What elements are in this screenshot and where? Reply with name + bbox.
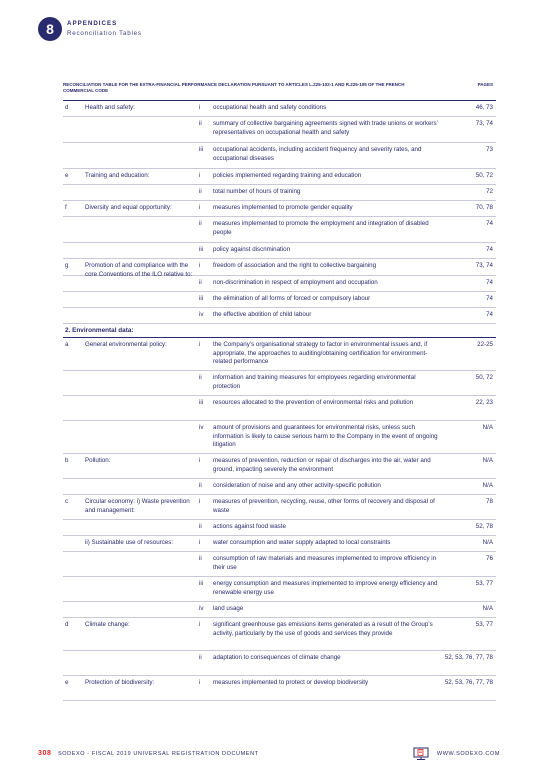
row-description: measures of prevention, recycling, reuse, other forms of recovery and disposal of waste xyxy=(213,498,435,514)
row-numeral: iii xyxy=(199,295,204,302)
row-pages: 74 xyxy=(486,220,493,227)
row-numeral: i xyxy=(199,498,201,505)
row-numeral: ii xyxy=(199,220,202,227)
row-description: non-discrimination in respect of employment and occupation xyxy=(213,279,378,286)
row-numeral: i xyxy=(199,262,201,269)
table-header xyxy=(63,82,496,101)
row-pages: N/A xyxy=(482,605,493,612)
row-pages: 74 xyxy=(486,246,493,253)
row-description: the Company’s organisational strategy to factor in environmental issues and, if appropriate, the approaches to auditing/obtaining certification for environment-related performance xyxy=(213,341,428,365)
reconciliation-table xyxy=(63,82,496,701)
row-pages: 74 xyxy=(486,279,493,286)
chapter-badge: 8 xyxy=(38,17,62,41)
table-row xyxy=(63,618,496,651)
row-description: amount of provisions and guarantees for environmental risks, unless such information is likely to cause serious harm to the Company in the event of ongoing litigation xyxy=(213,424,438,448)
row-topic: Training and education: xyxy=(85,172,150,179)
page-footer xyxy=(38,750,500,762)
row-description: the effective abolition of child labour xyxy=(213,311,312,318)
row-pages: 50, 72 xyxy=(475,172,493,179)
row-numeral: i xyxy=(199,104,201,111)
row-description: measures implemented to promote the employment and integration of disabled people xyxy=(213,220,429,236)
table-row xyxy=(63,292,496,308)
document-title: SODEXO - FISCAL 2019 UNIVERSAL REGISTRATION DOCUMENT xyxy=(58,751,259,757)
row-topic: Climate change: xyxy=(85,621,130,628)
row-numeral: i xyxy=(199,341,201,348)
row-letter: e xyxy=(65,172,69,179)
row-pages: 46, 73 xyxy=(475,104,493,111)
row-numeral: iii xyxy=(199,246,204,253)
row-description: measures of prevention, reduction or repair of discharges into the air, water and ground, impacting severely the environment xyxy=(213,457,431,473)
page-number: 308 xyxy=(38,750,52,757)
row-numeral: ii xyxy=(199,654,202,661)
row-pages: N/A xyxy=(482,424,493,431)
row-description: freedom of association and the right to collective bargaining xyxy=(213,262,377,269)
row-description: significant greenhouse gas emissions items generated as a result of the Group’s activity, particularly by the use of goods and services they provide xyxy=(213,621,433,637)
table-row xyxy=(63,185,496,201)
row-pages: 73, 74 xyxy=(475,120,493,127)
row-letter: e xyxy=(65,679,69,686)
table-row xyxy=(63,396,496,421)
row-pages: N/A xyxy=(482,482,493,489)
row-topic: ii) Sustainable use of resources: xyxy=(85,539,174,546)
row-description: energy consumption and measures implemented to improve energy efficiency and renewable energy use xyxy=(213,580,438,596)
row-numeral: i xyxy=(199,539,201,546)
row-letter: b xyxy=(65,457,69,464)
row-numeral: ii xyxy=(199,279,202,286)
environmental-data-rows xyxy=(63,338,496,701)
row-pages: 70, 78 xyxy=(475,204,493,211)
row-description: consumption of raw materials and measures implemented to improve efficiency in their use xyxy=(213,555,437,571)
pages-column-header: PAGES xyxy=(477,82,493,87)
table-row xyxy=(63,101,496,117)
table-row xyxy=(63,371,496,396)
row-description: actions against food waste xyxy=(213,523,286,530)
row-pages: 53, 77 xyxy=(475,580,493,587)
table-row xyxy=(63,201,496,217)
row-numeral: ii xyxy=(199,120,202,127)
row-pages: 73 xyxy=(486,146,493,153)
row-numeral: i xyxy=(199,621,201,628)
row-pages: 50, 72 xyxy=(475,374,493,381)
row-numeral: i xyxy=(199,172,201,179)
row-numeral: iii xyxy=(199,146,204,153)
section-heading xyxy=(63,324,496,338)
table-row xyxy=(63,421,496,454)
row-topic: Diversity and equal opportunity: xyxy=(85,204,172,211)
row-numeral: iii xyxy=(199,580,204,587)
row-letter: f xyxy=(65,204,67,211)
table-row xyxy=(63,479,496,495)
row-pages: 52, 53, 76, 77, 78 xyxy=(444,654,493,661)
row-numeral: ii xyxy=(199,555,202,562)
row-pages: 52, 78 xyxy=(475,523,493,530)
row-pages: N/A xyxy=(482,539,493,546)
table-row xyxy=(63,259,496,276)
row-topic: General environmental policy: xyxy=(85,341,167,348)
row-description: measures implemented to promote gender equality xyxy=(213,204,353,211)
row-topic: Pollution: xyxy=(85,457,111,464)
row-description: water consumption and water supply adapted to local constraints xyxy=(213,539,391,546)
row-description: measures implemented to protect or develop biodiversity xyxy=(213,679,369,686)
row-numeral: iv xyxy=(199,311,204,318)
row-letter: c xyxy=(65,498,69,505)
row-letter: a xyxy=(65,341,69,348)
row-numeral: iv xyxy=(199,424,204,431)
row-numeral: ii xyxy=(199,188,202,195)
row-numeral: ii xyxy=(199,482,202,489)
row-pages: 22-25 xyxy=(477,341,493,348)
row-letter: d xyxy=(65,104,69,111)
row-topic: Circular economy: i) Waste prevention and management: xyxy=(85,498,190,514)
table-title: RECONCILIATION TABLE FOR THE EXTRA-FINANCIAL PERFORMANCE DECLARATION PURSUANT TO ARTICLES L.225-102-1 AND R.225-105 OF THE FRENCH COMMERCIAL CODE xyxy=(63,82,405,93)
row-pages: N/A xyxy=(482,457,493,464)
row-numeral: ii xyxy=(199,374,202,381)
section-title: APPENDICES xyxy=(67,20,118,27)
table-row xyxy=(63,651,496,676)
table-row xyxy=(63,520,496,536)
subsection-title: Reconciliation Tables xyxy=(67,30,142,37)
row-description: resources allocated to the prevention of environmental risks and pollution xyxy=(213,399,414,406)
table-row xyxy=(63,169,496,185)
row-letter: g xyxy=(65,262,69,269)
row-pages: 74 xyxy=(486,311,493,318)
row-description: consideration of noise and any other activity-specific pollution xyxy=(213,482,381,489)
table-row xyxy=(63,454,496,479)
row-pages: 73, 74 xyxy=(475,262,493,269)
row-topic: Promotion of and compliance with the core Conventions of the ILO relative to: xyxy=(85,262,193,278)
row-numeral: i xyxy=(199,457,201,464)
table-row xyxy=(63,577,496,602)
table-row xyxy=(63,117,496,143)
table-row xyxy=(63,308,496,324)
table-row xyxy=(63,276,496,292)
row-numeral: ii xyxy=(199,523,202,530)
row-description: occupational accidents, including accident frequency and severity rates, and occupational diseases xyxy=(213,146,422,162)
table-row xyxy=(63,143,496,169)
row-pages: 53, 77 xyxy=(475,621,493,628)
website-link[interactable]: WWW.SODEXO.COM xyxy=(436,751,500,757)
row-numeral: iv xyxy=(199,605,204,612)
table-row xyxy=(63,338,496,371)
row-description: policy against discrimination xyxy=(213,246,291,253)
table-row xyxy=(63,676,496,701)
row-topic: Health and safety: xyxy=(85,104,135,111)
row-numeral: i xyxy=(199,679,201,686)
row-letter: d xyxy=(65,621,69,628)
table-row xyxy=(63,552,496,577)
row-description: policies implemented regarding training and education xyxy=(213,172,362,179)
row-description: adaptation to consequences of climate change xyxy=(213,654,341,661)
table-row xyxy=(63,243,496,259)
row-pages: 76 xyxy=(486,555,493,562)
row-pages: 22, 23 xyxy=(475,399,493,406)
row-topic: Protection of biodiversity: xyxy=(85,679,155,686)
row-pages: 78 xyxy=(486,498,493,505)
row-numeral: i xyxy=(199,204,201,211)
social-data-rows xyxy=(63,101,496,324)
row-pages: 74 xyxy=(486,295,493,302)
row-description: land usage xyxy=(213,605,244,612)
row-pages: 52, 53, 76, 77, 78 xyxy=(444,679,493,686)
row-pages: 72 xyxy=(486,188,493,195)
row-description: occupational health and safety conditions xyxy=(213,104,327,111)
table-row xyxy=(63,536,496,552)
row-description: summary of collective bargaining agreements signed with trade unions or workers’ representatives on occupational health and safety xyxy=(213,120,438,136)
row-description: total number of hours of training xyxy=(213,188,301,195)
row-description: information and training measures for employees regarding environmental protection xyxy=(213,374,416,390)
table-row xyxy=(63,217,496,243)
table-row xyxy=(63,495,496,520)
row-numeral: iii xyxy=(199,399,204,406)
environmental-data-heading: 2. Environmental data: xyxy=(65,327,134,334)
row-description: the elimination of all forms of forced or compulsory labour xyxy=(213,295,371,302)
document-screen-icon xyxy=(413,747,429,763)
table-row xyxy=(63,602,496,618)
